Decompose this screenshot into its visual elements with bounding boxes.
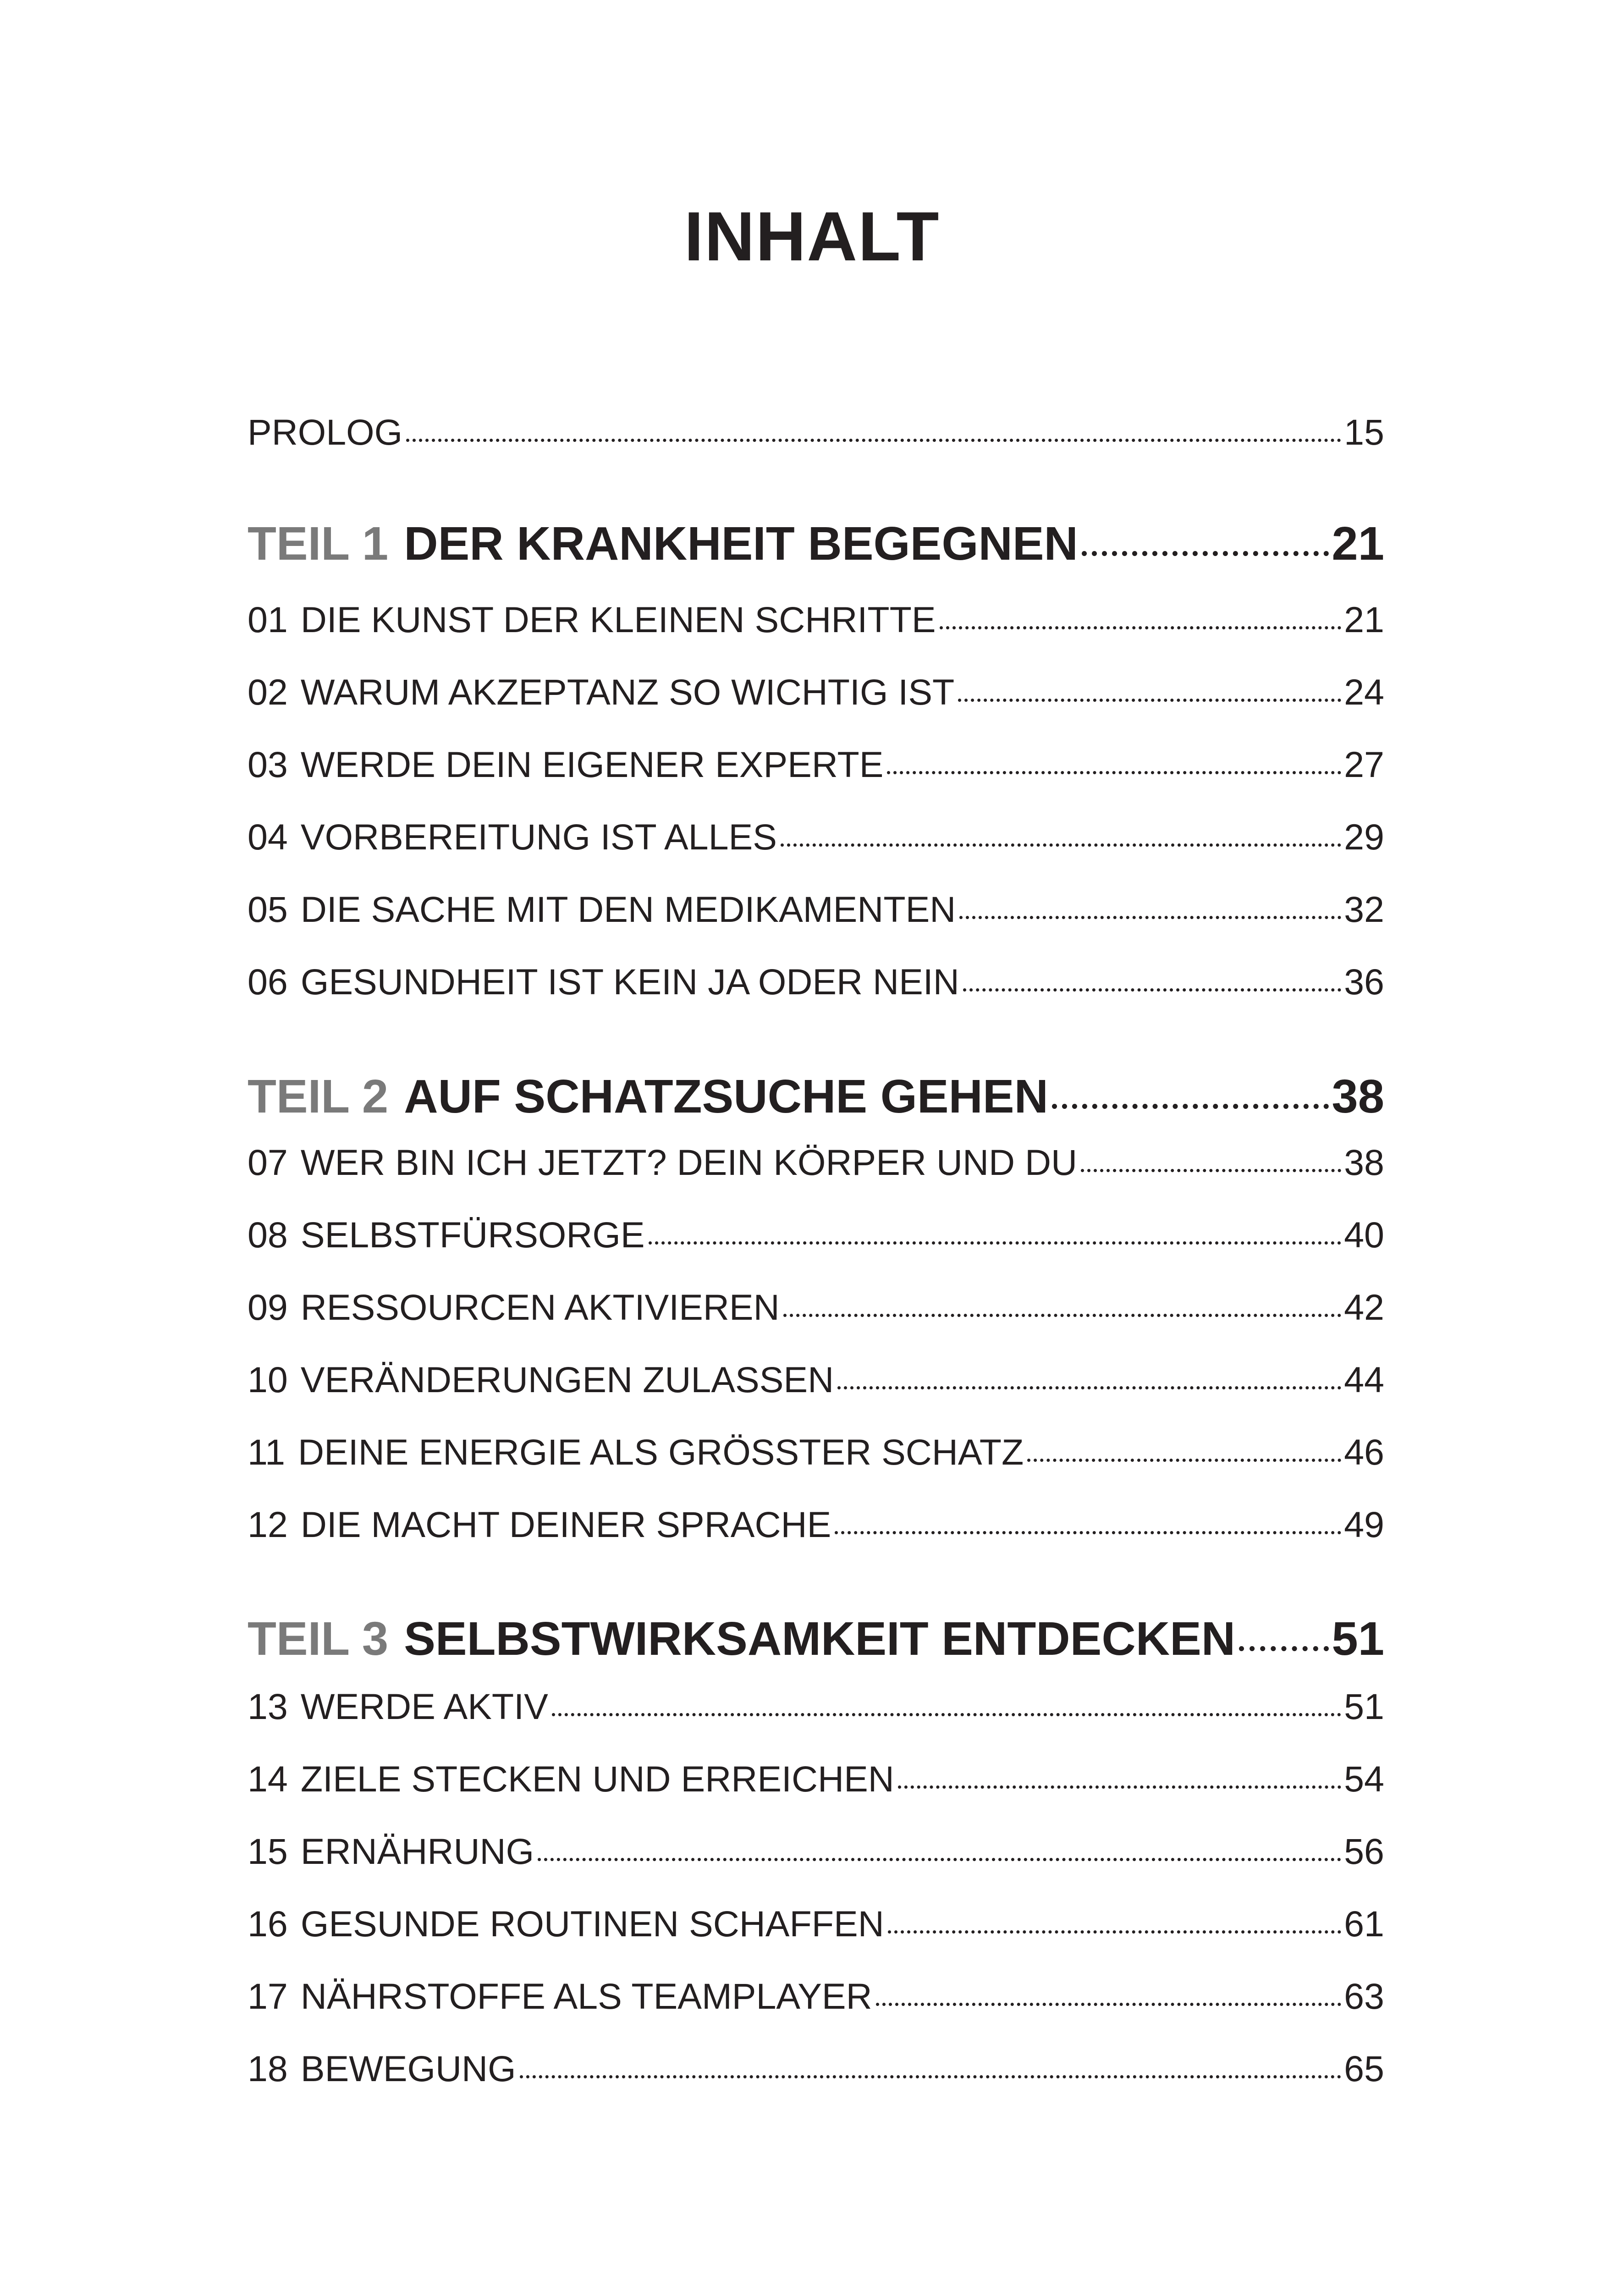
toc-entry: [248, 674, 1384, 710]
toc-chapter-number: 03: [248, 744, 288, 785]
dot-leader: [552, 1713, 1341, 1716]
toc-chapter-number: 17: [248, 1976, 288, 2017]
toc-chapter-number: 12: [248, 1504, 288, 1545]
dot-leader: [649, 1241, 1342, 1245]
dot-leader: [1082, 551, 1329, 556]
toc-entry-title: DIE KUNST DER KLEINEN SCHRITTE: [300, 599, 936, 640]
toc-entry: [248, 1976, 1384, 2017]
toc-entry: [248, 414, 1384, 450]
dot-leader: [783, 1314, 1341, 1317]
dot-leader: [959, 916, 1341, 919]
dot-leader: [538, 1858, 1341, 1861]
dot-leader: [898, 1785, 1341, 1789]
dot-leader: [940, 626, 1342, 629]
toc-entry-title: WERDE AKTIV: [300, 1686, 548, 1727]
dot-leader: [837, 1386, 1341, 1389]
toc-page-number: 21: [1332, 517, 1384, 570]
toc-entry-title: DIE MACHT DEINER SPRACHE: [300, 1504, 831, 1545]
toc-page-number: 42: [1344, 1287, 1384, 1328]
toc-entry: [248, 1831, 1384, 1872]
dot-leader: [888, 1930, 1341, 1934]
toc-chapter-number: 15: [248, 1831, 288, 1872]
dot-leader: [876, 2003, 1341, 2006]
toc-entry-title: SELBSTWIRKSAMKEIT ENTDECKEN: [404, 1612, 1236, 1665]
dot-leader: [1052, 1104, 1329, 1109]
toc-page-number: 38: [1332, 1070, 1384, 1123]
toc-entry-title: DER KRANKHEIT BEGEGNEN: [404, 517, 1078, 570]
toc-entry-title: WARUM AKZEPTANZ SO WICHTIG IST: [300, 672, 955, 712]
dot-leader: [1027, 1459, 1341, 1462]
toc-part-number: TEIL 3: [248, 1612, 389, 1665]
toc-entry: [248, 816, 1384, 857]
page-title: INHALT: [684, 198, 940, 275]
toc-entry: [248, 1214, 1384, 1255]
toc-entry-title: WER BIN ICH JETZT? DEIN KÖRPER UND DU: [300, 1142, 1078, 1183]
toc-part-heading: [248, 1070, 1384, 1123]
toc-entry-title: ZIELE STECKEN UND ERREICHEN: [300, 1758, 894, 1799]
toc-entry-title: BEWEGUNG: [300, 2048, 516, 2089]
toc-page-number: 32: [1344, 889, 1384, 930]
toc-page-number: 21: [1344, 599, 1384, 640]
toc-chapter-number: 08: [248, 1214, 288, 1255]
toc-page-number: 51: [1344, 1686, 1384, 1727]
toc-chapter-number: 18: [248, 2048, 288, 2089]
toc-chapter-number: 07: [248, 1142, 288, 1183]
toc-chapter-number: 01: [248, 599, 288, 640]
toc-page-number: 56: [1344, 1831, 1384, 1872]
toc-chapter-number: 16: [248, 1903, 288, 1944]
dot-leader: [1239, 1646, 1329, 1651]
toc-entry-title: GESUNDHEIT IST KEIN JA ODER NEIN: [300, 961, 959, 1002]
toc-entry-title: ERNÄHRUNG: [300, 1831, 534, 1872]
toc-part-number: TEIL 2: [248, 1070, 389, 1123]
toc-entry: [248, 889, 1384, 930]
toc-entry-title: VORBEREITUNG IST ALLES: [300, 816, 777, 857]
toc-entry-title: DIE SACHE MIT DEN MEDIKAMENTEN: [300, 889, 956, 930]
dot-leader: [963, 988, 1341, 992]
toc-chapter-number: 02: [248, 672, 288, 712]
toc-page-number: 29: [1344, 816, 1384, 857]
toc-chapter-number: 13: [248, 1686, 288, 1727]
toc-entry: [248, 1287, 1384, 1328]
toc-page-number: 49: [1344, 1504, 1384, 1545]
dot-leader: [887, 771, 1341, 774]
toc-page-number: 38: [1344, 1142, 1384, 1183]
toc-chapter-number: 04: [248, 816, 288, 857]
toc-entry-title: DEINE ENERGIE ALS GRÖSSTER SCHATZ: [298, 1432, 1024, 1472]
dot-leader: [1081, 1169, 1341, 1172]
toc-entry-title: VERÄNDERUNGEN ZULASSEN: [300, 1359, 834, 1400]
toc-part-heading: [248, 517, 1384, 570]
toc-part-heading: [248, 1612, 1384, 1665]
toc-chapter-number: 09: [248, 1287, 288, 1328]
toc-entry-title: SELBSTFÜRSORGE: [300, 1214, 645, 1255]
dot-leader: [958, 699, 1341, 702]
toc-entry-title: WERDE DEIN EIGENER EXPERTE: [300, 744, 884, 785]
toc-page-number: 63: [1344, 1976, 1384, 2017]
toc-page-number: 24: [1344, 672, 1384, 712]
toc-entry: [248, 961, 1384, 1002]
toc-entry: [248, 744, 1384, 785]
toc-chapter-number: 14: [248, 1758, 288, 1799]
toc-page-number: 46: [1344, 1432, 1384, 1472]
toc-entry: [248, 1903, 1384, 1944]
toc-entry-title: AUF SCHATZSUCHE GEHEN: [404, 1070, 1048, 1123]
toc-entry: [248, 1506, 1384, 1543]
toc-page-number: 65: [1344, 2048, 1384, 2089]
dot-leader: [520, 2075, 1342, 2078]
toc-entry-title: NÄHRSTOFFE ALS TEAMPLAYER: [300, 1976, 872, 2017]
toc-chapter-number: 05: [248, 889, 288, 930]
toc-entry: [248, 2050, 1384, 2087]
toc-entry: [248, 1758, 1384, 1799]
toc-entry: [248, 1142, 1384, 1183]
toc-page-number: 44: [1344, 1359, 1384, 1400]
toc-entry-title: RESSOURCEN AKTIVIEREN: [300, 1287, 780, 1328]
toc-entry-title: GESUNDE ROUTINEN SCHAFFEN: [300, 1903, 884, 1944]
toc-entry: [248, 1688, 1384, 1725]
dot-leader: [835, 1531, 1341, 1534]
toc-chapter-number: 06: [248, 961, 288, 1002]
toc-page-number: 61: [1344, 1903, 1384, 1944]
dot-leader: [406, 439, 1341, 442]
toc-page-number: 54: [1344, 1758, 1384, 1799]
toc-page-number: 15: [1344, 412, 1384, 452]
toc-entry: [248, 1434, 1384, 1470]
toc-page-number: 27: [1344, 744, 1384, 785]
dot-leader: [781, 843, 1341, 847]
toc-chapter-number: 11: [248, 1432, 286, 1472]
toc-page-number: 51: [1332, 1612, 1384, 1665]
toc-page-number: 36: [1344, 961, 1384, 1002]
toc-entry: [248, 601, 1384, 638]
toc-page-number: 40: [1344, 1214, 1384, 1255]
toc-part-number: TEIL 1: [248, 517, 389, 570]
toc-entry: [248, 1361, 1384, 1398]
toc-entry-title: PROLOG: [248, 412, 403, 452]
toc-chapter-number: 10: [248, 1359, 288, 1400]
